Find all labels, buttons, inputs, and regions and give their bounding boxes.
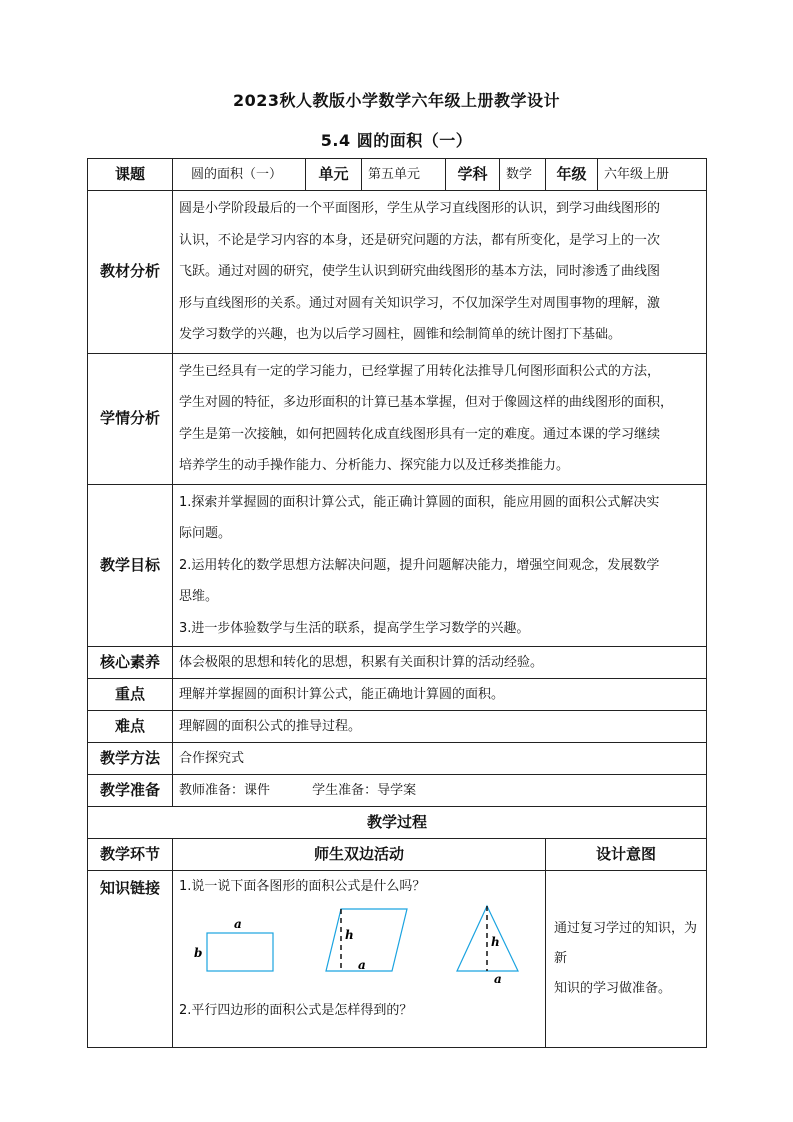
- material-label: 教材分析: [88, 191, 173, 354]
- prep-label: 教学准备: [88, 775, 173, 807]
- method-label: 教学方法: [88, 743, 173, 775]
- material-row: [88, 191, 707, 354]
- figures-svg: [179, 901, 525, 997]
- goal-line: 1.探索并掌握圆的面积计算公式，能正确计算圆的面积，能应用圆的面积公式解决实: [179, 494, 660, 510]
- goals-row: [88, 484, 707, 647]
- goal-line: 际问题。: [179, 526, 232, 541]
- literacy-label: 核心素养: [88, 647, 173, 679]
- topic-value: 圆的面积（一）: [173, 159, 306, 191]
- process-title-row: [88, 807, 707, 839]
- prep-student: 学生准备：导学案: [312, 783, 417, 798]
- material-text: [173, 191, 707, 354]
- rect-label-a: a: [234, 917, 242, 931]
- material-line: 发学习数学的兴趣，也为以后学习圆柱，圆锥和绘制简单的统计图打下基础。: [179, 327, 622, 342]
- material-line: 认识，不论是学习内容的本身，还是研究问题的方法，都有所变化，是学习上的一次: [179, 232, 661, 248]
- intent-line: 知识的学习做准备。: [554, 981, 672, 996]
- topic-label: 课题: [88, 159, 173, 191]
- students-line: 学生对圆的特征，多边形面积的计算已基本掌握，但对于像圆这样的曲线图形的面积，: [179, 395, 674, 410]
- unit-label: 单元: [306, 159, 362, 191]
- activity-cell: [173, 871, 546, 1048]
- subject-value: 数学: [500, 159, 546, 191]
- method-text: 合作探究式: [173, 743, 707, 775]
- goals-text: [173, 484, 707, 647]
- lesson-plan-table: [87, 158, 707, 1048]
- material-line: 形与直线图形的关系。通过对圆有关知识学习，不仅加深学生对周围事物的理解，激: [179, 295, 661, 311]
- difficulty-label: 难点: [88, 711, 173, 743]
- difficulty-text: 理解圆的面积公式的推导过程。: [173, 711, 707, 743]
- subject-label: 学科: [446, 159, 500, 191]
- knowledge-link-row: [88, 871, 707, 1048]
- literacy-row: [88, 647, 707, 679]
- rectangle-shape: [207, 933, 273, 971]
- method-row: [88, 743, 707, 775]
- intent-cell: [546, 871, 707, 1048]
- col-intent-header: 设计意图: [546, 839, 707, 871]
- tri-label-h: h: [491, 935, 500, 949]
- question-1: 1.说一说下面各图形的面积公式是什么吗？: [179, 879, 426, 894]
- goal-line: 3.进一步体验数学与生活的联系，提高学生学习数学的兴趣。: [179, 620, 530, 636]
- tri-label-a: a: [494, 972, 502, 986]
- students-label: 学情分析: [88, 353, 173, 484]
- key-text: 理解并掌握圆的面积计算公式，能正确地计算圆的面积。: [173, 679, 707, 711]
- process-header-row: [88, 839, 707, 871]
- document-title: 2023秋人教版小学数学六年级上册教学设计: [232, 91, 561, 110]
- unit-value: 第五单元: [362, 159, 446, 191]
- goals-label: 教学目标: [88, 484, 173, 647]
- goal-line: 思维。: [179, 589, 219, 604]
- col-activity-header: 师生双边活动: [173, 839, 546, 871]
- para-label-h: h: [345, 928, 354, 942]
- parallelogram-shape: [326, 909, 407, 971]
- material-line: 飞跃。通过对圆的研究，使学生认识到研究曲线图形的基本方法，同时渗透了曲线图: [179, 264, 661, 279]
- literacy-text: 体会极限的思想和转化的思想，积累有关面积计算的活动经验。: [173, 647, 707, 679]
- lesson-title: 5.4 圆的面积（一）: [320, 131, 473, 150]
- prep-teacher: 教师准备：课件: [179, 783, 271, 798]
- difficulty-row: [88, 711, 707, 743]
- rect-label-b: b: [194, 946, 203, 960]
- students-line: 学生是第一次接触，如何把圆转化成直线图形具有一定的难度。通过本课的学习继续: [179, 426, 661, 442]
- col-stage-header: 教学环节: [88, 839, 173, 871]
- students-row: [88, 353, 707, 484]
- intent-line: 通过复习学过的知识，为新: [554, 921, 698, 966]
- students-line: 培养学生的动手操作能力、分析能力、探究能力以及迁移类推能力。: [179, 458, 570, 473]
- key-label: 重点: [88, 679, 173, 711]
- review-figures: [179, 901, 539, 997]
- stage-label: 知识链接: [88, 871, 173, 1048]
- prep-row: [88, 775, 707, 807]
- goal-line: 2.运用转化的数学思想方法解决问题，提升问题解决能力，增强空间观念，发展数学: [179, 557, 660, 573]
- question-2: 2.平行四边形的面积公式是怎样得到的？: [179, 1003, 413, 1018]
- grade-label: 年级: [546, 159, 598, 191]
- info-row: [88, 159, 707, 191]
- prep-text: [173, 775, 707, 807]
- para-label-a: a: [358, 958, 366, 972]
- students-text: [173, 353, 707, 484]
- key-row: [88, 679, 707, 711]
- students-line: 学生已经具有一定的学习能力，已经掌握了用转化法推导几何图形面积公式的方法，: [179, 363, 661, 379]
- process-title: 教学过程: [88, 807, 707, 839]
- material-line: 圆是小学阶段最后的一个平面图形，学生从学习直线图形的认识，到学习曲线图形的: [179, 201, 661, 216]
- grade-value: 六年级上册: [598, 159, 707, 191]
